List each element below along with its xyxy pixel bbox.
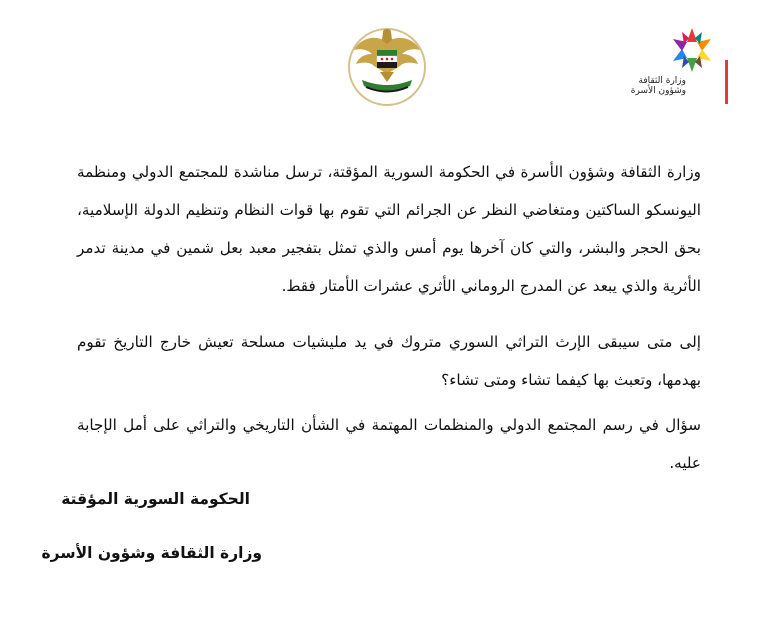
signature-government: الحكومة السورية المؤقتة	[61, 490, 250, 508]
ministry-logo-text: وشؤون الأسرة	[630, 86, 686, 96]
signature-ministry: وزارة الثقافة وشؤون الأسرة	[41, 544, 262, 562]
statement-paragraph: سؤال في رسم المجتمع الدولي والمنظمات المهتمة في الشأن التاريخي والتراثي على أمل الإجابة عليه.	[77, 416, 701, 472]
statement-paragraph: إلى متى سيبقى الإرث التراثي السوري متروك في يد مليشيات مسلحة تعيش خارج التاريخ تقوم بهدمها، وتعبث بها كيفما تشاء ومتى تشاء؟	[77, 333, 701, 389]
ministry-logo-text: وزارة الثقافة	[638, 76, 686, 86]
ministry-logo	[630, 20, 730, 110]
government-emblem	[346, 20, 428, 110]
eagle-emblem-icon	[346, 20, 428, 110]
statement-paragraph: وزارة الثقافة وشؤون الأسرة في الحكومة السورية المؤقتة، ترسل مناشدة للمجتمع الدولي ومنظمة اليونسكو الساكتين ومتغاضي النظر عن الجرائم التي تقوم بها قوات النظام وتنظيم الدولة الإسلامية، بحق الحجر والبشر، والتي كان آخرها يوم أمس والذي تمثل بتفجير معبد بعل شمين في مدينة تدمر الأثرية والذي يبعد عن المدرج الروماني الأثري عشرات الأمتار فقط.	[77, 163, 701, 295]
